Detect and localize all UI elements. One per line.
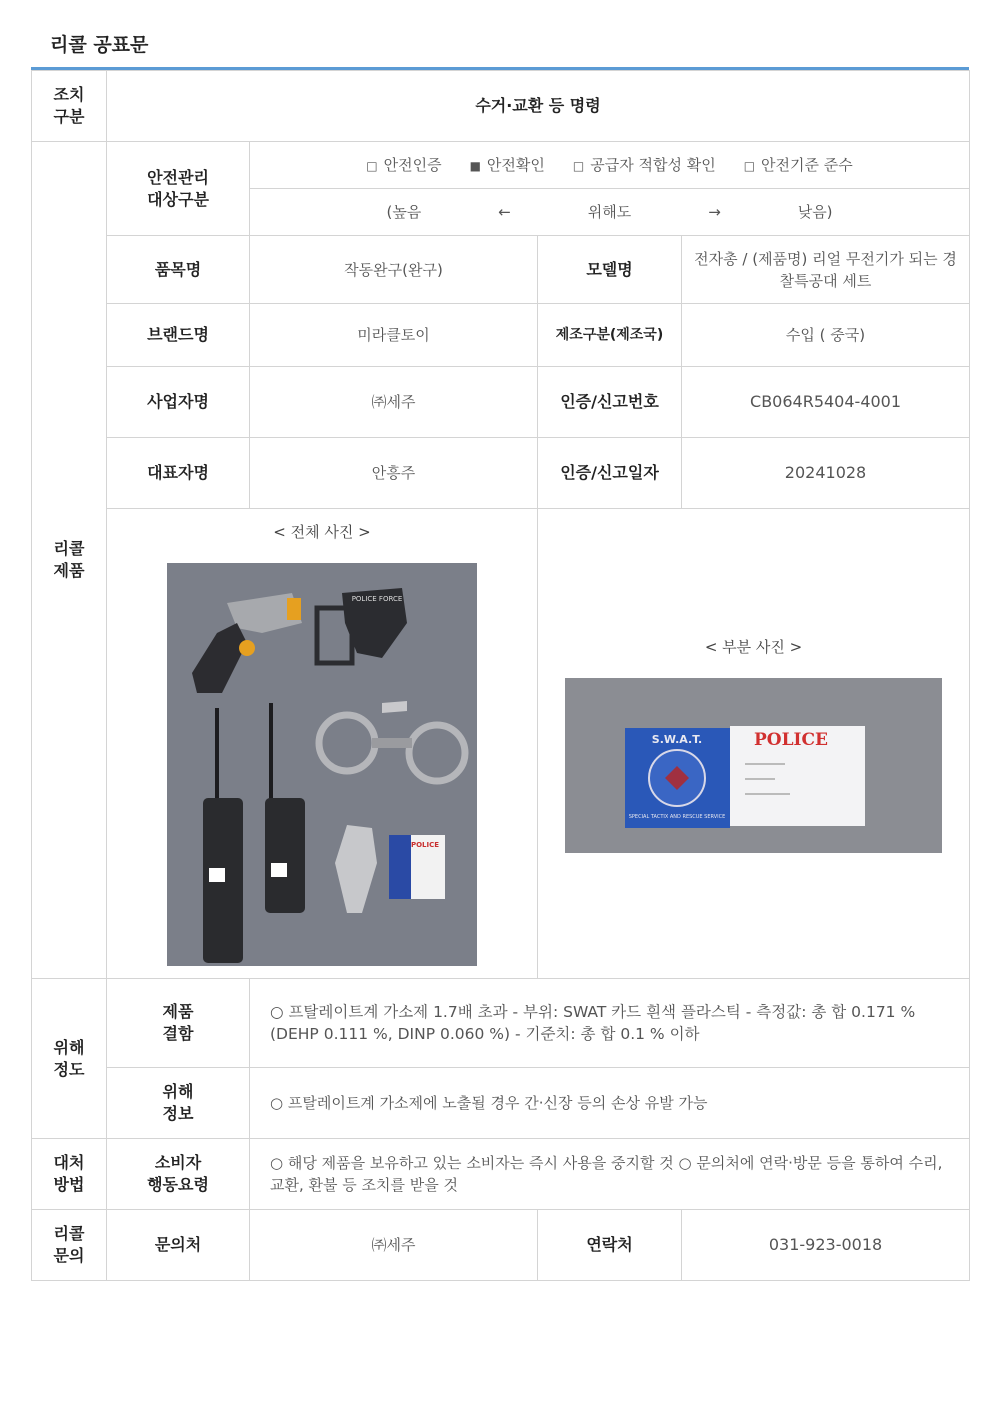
hazard-section-label: 위해 정도 — [32, 979, 107, 1139]
safety-target-label: 안전관리 대상구분 — [107, 142, 250, 236]
defect-value: ○ 프탈레이트계 가소제 1.7배 초과 - 부위: SWAT 카드 흰색 플라스틱 - 측정값: 총 합 0.171 % (DEHP 0.111 %, DINP 0.060 %) - 기준치: 총 합 0.1 % 이하 — [250, 979, 970, 1068]
hazard-scale-low: 낮음) — [797, 203, 833, 221]
checkbox-unchecked-icon: □ — [572, 158, 585, 173]
product-section-label: 리콜 제품 — [32, 142, 107, 979]
cert-no-value: CB064R5404-4001 — [682, 367, 970, 438]
inquiry-section-label: 리콜 문의 — [32, 1210, 107, 1281]
full-photo-illustration — [167, 563, 477, 966]
recall-table — [31, 70, 970, 1281]
safety-option-confirm: ■ 안전확인 — [469, 155, 545, 174]
part-photo-cell — [538, 509, 970, 979]
brand-name-value: 미라클토이 — [250, 304, 538, 367]
model-name-value: 전자총 / (제품명) 리얼 무전기가 되는 경찰특공대 세트 — [682, 236, 970, 304]
checkbox-unchecked-icon: □ — [366, 158, 378, 173]
cert-date-label: 인증/신고일자 — [538, 438, 682, 509]
representative-value: 안흥주 — [250, 438, 538, 509]
safety-options — [250, 142, 970, 189]
safety-option-cert: □ 안전인증 — [366, 155, 442, 174]
full-product-photo — [167, 563, 477, 966]
defect-label: 제품 결함 — [107, 979, 250, 1068]
safety-option-standard: □ 안전기준 준수 — [743, 155, 853, 174]
full-photo-caption: < 전체 사진 > — [273, 523, 371, 541]
hazard-scale-high: (높음 — [386, 203, 422, 221]
part-photo-illustration — [565, 678, 942, 853]
measure-label: 조치 구분 — [32, 71, 107, 142]
svg-text:POLICE FORCE: POLICE FORCE — [351, 595, 403, 603]
page-title: 리콜 공표문 — [50, 34, 149, 56]
part-photo-caption: < 부분 사진 > — [704, 638, 803, 656]
item-name-label: 품목명 — [107, 236, 250, 304]
response-section-label: 대처 방법 — [32, 1139, 107, 1210]
checkbox-unchecked-icon: □ — [743, 158, 756, 173]
svg-text:S.W.A.T.: S.W.A.T. — [651, 733, 703, 746]
mfg-type-value: 수입 ( 중국) — [682, 304, 970, 367]
contact-label: 연락처 — [538, 1210, 682, 1281]
svg-text:SPECIAL TACTIX AND RESCUE SERV: SPECIAL TACTIX AND RESCUE SERVICE — [628, 814, 726, 820]
full-photo-cell — [107, 509, 538, 979]
part-product-photo — [565, 678, 942, 853]
svg-text:POLICE: POLICE — [410, 841, 440, 849]
contact-place-value: ㈜세주 — [250, 1210, 538, 1281]
representative-label: 대표자명 — [107, 438, 250, 509]
safety-option-supplier: □ 공급자 적합성 확인 — [572, 155, 716, 174]
hazard-scale-label: 위해도 — [587, 203, 632, 221]
contact-value: 031-923-0018 — [682, 1210, 970, 1281]
cert-no-label: 인증/신고번호 — [538, 367, 682, 438]
svg-text:POLICE: POLICE — [754, 730, 829, 750]
consumer-action-value: ○ 해당 제품을 보유하고 있는 소비자는 즉시 사용을 중지할 것 ○ 문의처에 연락·방문 등을 통하여 수리, 교환, 환불 등 조치를 받을 것 — [250, 1139, 970, 1210]
hazard-info-value: ○ 프탈레이트계 가소제에 노출될 경우 간·신장 등의 손상 유발 가능 — [250, 1068, 970, 1139]
cert-date-value: 20241028 — [682, 438, 970, 509]
measure-value: 수거·교환 등 명령 — [107, 71, 970, 142]
checkbox-checked-icon: ■ — [469, 158, 481, 173]
swat-card-icon — [389, 835, 445, 899]
mfg-type-label: 제조구분(제조국) — [538, 304, 682, 367]
consumer-action-label: 소비자 행동요령 — [107, 1139, 250, 1210]
right-arrow-icon: → — [708, 203, 721, 221]
item-name-value: 작동완구(완구) — [250, 236, 538, 304]
swat-card-closeup-icon — [625, 726, 865, 828]
business-name-label: 사업자명 — [107, 367, 250, 438]
contact-place-label: 문의처 — [107, 1210, 250, 1281]
hazard-info-label: 위해 정보 — [107, 1068, 250, 1139]
business-name-value: ㈜세주 — [250, 367, 538, 438]
model-name-label: 모델명 — [538, 236, 682, 304]
brand-name-label: 브랜드명 — [107, 304, 250, 367]
hazard-scale — [250, 189, 970, 236]
left-arrow-icon: ← — [498, 203, 511, 221]
